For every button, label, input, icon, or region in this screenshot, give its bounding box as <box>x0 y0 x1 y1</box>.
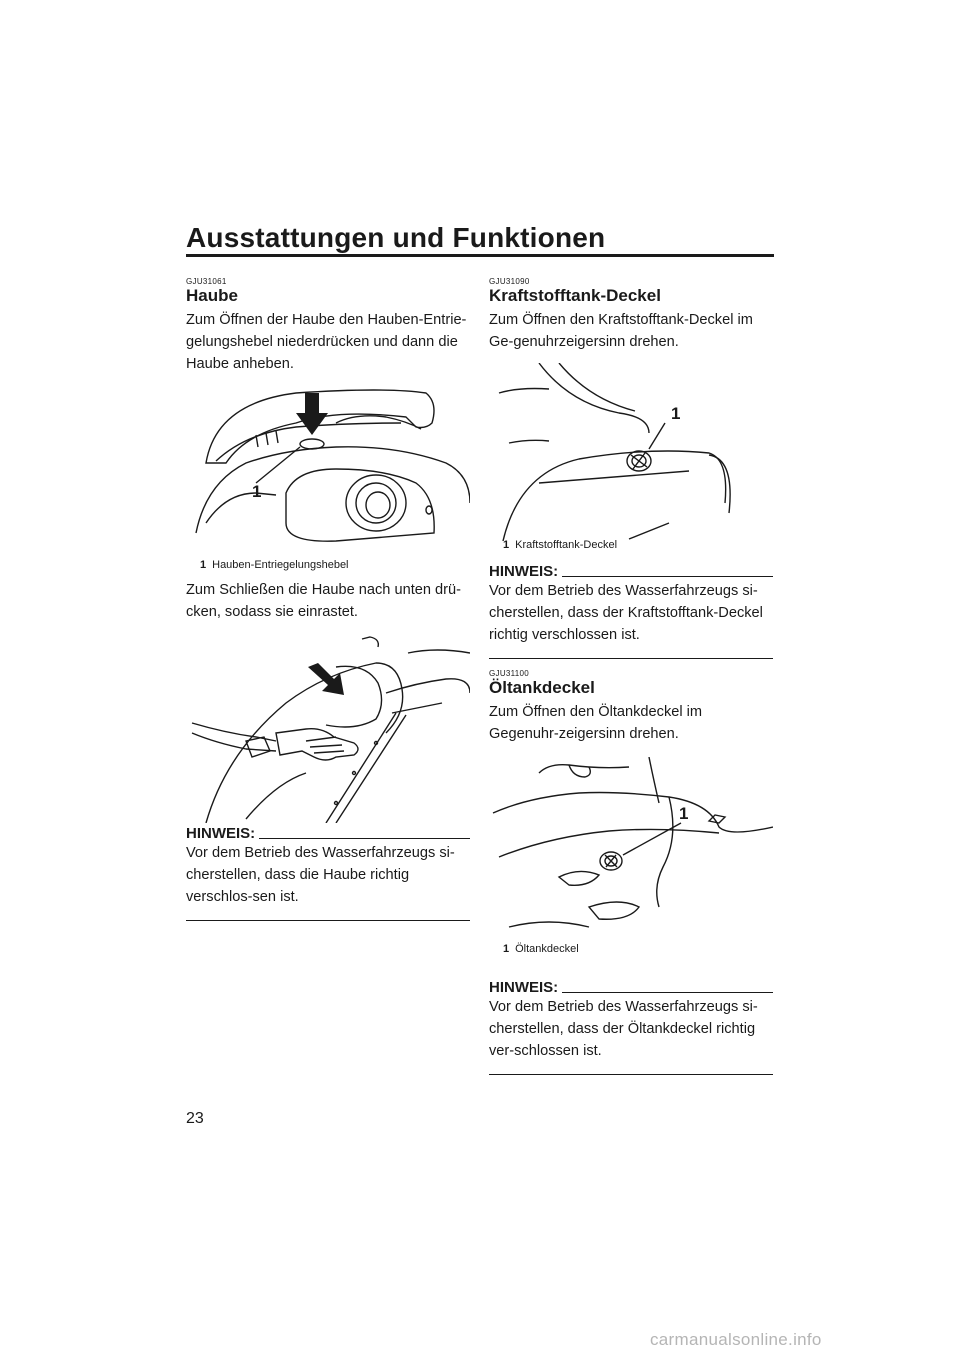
oil-cap-illustration <box>489 757 773 943</box>
figure-fuel-cap <box>489 363 773 561</box>
note-haube <box>186 825 470 921</box>
section-body-close: Zum Schließen die Haube nach unten drü-cken, sodass sie einrastet. <box>186 582 462 620</box>
note-end-rule <box>489 1074 773 1075</box>
figure-callout: 1 <box>679 804 689 823</box>
section-heading: Öltankdeckel <box>489 678 595 697</box>
section-code: GJU31100 <box>489 669 530 678</box>
section-code: GJU31061 <box>186 277 227 286</box>
section-code: GJU31090 <box>489 277 530 286</box>
caption-number: 1 <box>503 943 510 955</box>
fuel-cap-illustration <box>489 363 773 541</box>
section-body: Zum Öffnen der Haube den Hauben-Entrie-gelungshebel niederdrücken und dann die Haube anheben. <box>186 312 467 372</box>
section-heading: Kraftstofftank-Deckel <box>489 286 661 305</box>
note-rule <box>259 838 470 839</box>
figure-caption <box>503 943 579 955</box>
figure-oil-cap <box>489 757 773 965</box>
caption-text: Kraftstofftank-Deckel <box>515 539 618 551</box>
figure-callout: 1 <box>671 404 681 423</box>
watermark[interactable]: carmanualsonline.info <box>650 1330 822 1349</box>
caption-text: Hauben-Entriegelungshebel <box>212 559 349 571</box>
section-body: Zum Öffnen den Kraftstofftank-Deckel im Ge-genuhrzeigersinn drehen. <box>489 312 753 350</box>
note-text: Vor dem Betrieb des Wasserfahrzeugs si-cherstellen, dass die Haube richtig verschlos-sen ist. <box>186 845 455 905</box>
left-column <box>186 277 470 921</box>
note-end-rule <box>489 658 773 659</box>
hood-latch-illustration <box>186 383 470 561</box>
section-fuel-cap <box>489 277 773 659</box>
note-fuel <box>489 563 773 659</box>
figure-caption <box>200 559 349 571</box>
figure-caption <box>503 539 617 551</box>
figure-callout: 1 <box>252 482 262 501</box>
caption-number: 1 <box>200 559 207 571</box>
section-body: Zum Öffnen den Öltankdeckel im Gegenuhr-zeigersinn drehen. <box>489 704 703 742</box>
page-number: 23 <box>186 1110 204 1127</box>
page-title: Ausstattungen und Funktionen <box>186 222 606 253</box>
caption-text: Öltankdeckel <box>515 943 579 955</box>
right-column <box>489 277 773 1075</box>
figure-hood-close <box>186 633 470 823</box>
hood-close-illustration <box>186 633 470 823</box>
title-rule <box>186 254 774 257</box>
note-rule <box>562 992 773 993</box>
note-label: HINWEIS: <box>489 979 559 996</box>
section-oil-cap <box>489 669 773 1075</box>
figure-hood-latch <box>186 383 470 579</box>
note-label: HINWEIS: <box>186 825 256 842</box>
note-text: Vor dem Betrieb des Wasserfahrzeugs si-cherstellen, dass der Kraftstofftank-Deckel richtig verschlossen ist. <box>489 583 763 643</box>
section-heading: Haube <box>186 286 238 305</box>
note-oil <box>489 979 773 1075</box>
note-rule <box>562 576 773 577</box>
section-haube <box>186 277 470 921</box>
note-end-rule <box>186 920 470 921</box>
note-text: Vor dem Betrieb des Wasserfahrzeugs si-cherstellen, dass der Öltankdeckel richtig ver-schlossen ist. <box>489 999 758 1059</box>
note-label: HINWEIS: <box>489 563 559 580</box>
caption-number: 1 <box>503 539 510 551</box>
